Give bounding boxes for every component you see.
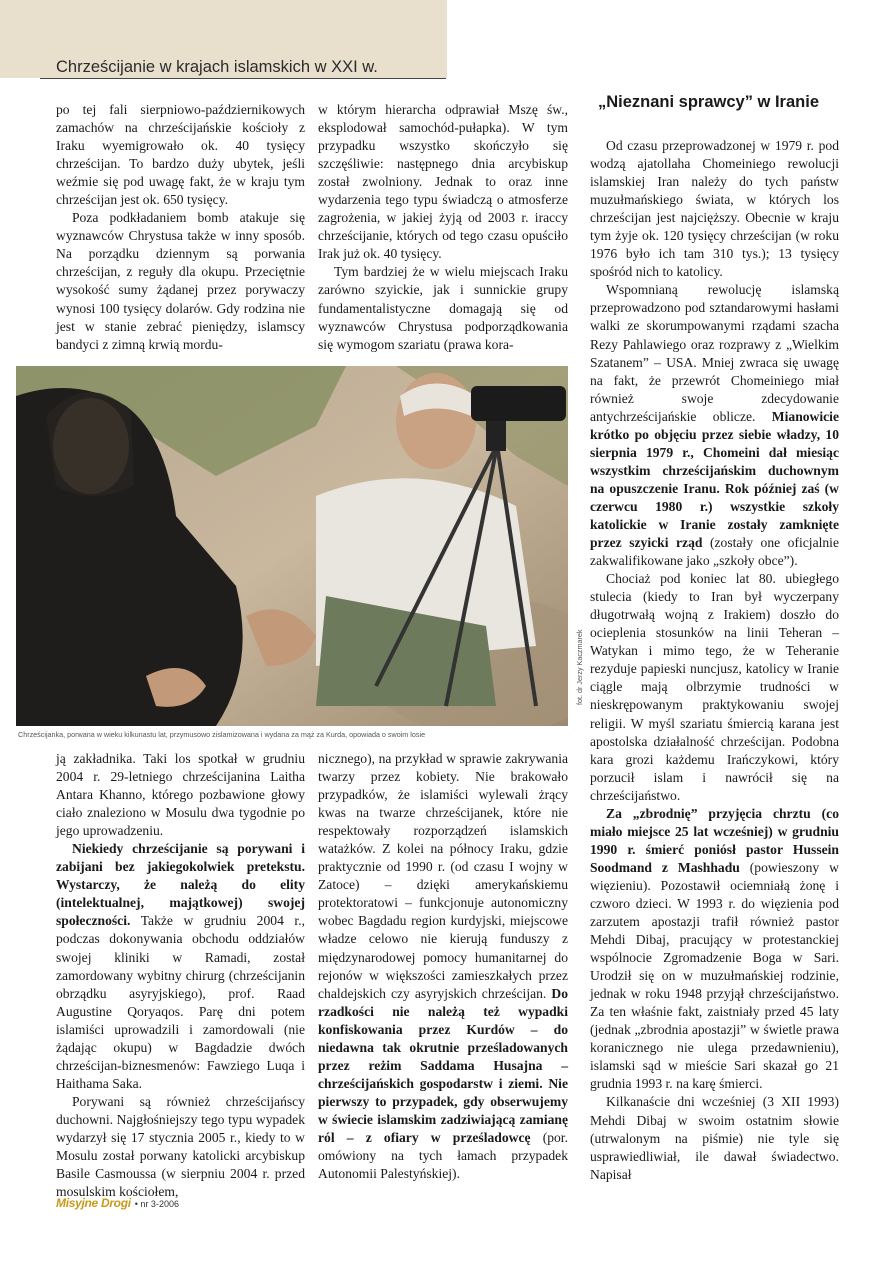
bold-run: Za „zbrodnię” przyjęcia chrztu (co miało miejsce 25 lat wcześniej) w grudniu 1990 r. śmierć poniósł pastor Hussein Soodmand z Mashhadu — [590, 805, 839, 875]
text-run: (powieszony w więzieniu). Pozostawił ociemniałą żonę i czworo dzieci. W 1993 r. do więzienia pod zarzutem apostazji trafił również pastor Mehdi Dibaj, pracujący w protestanckiej wspólnocie Zgromadzenie Boga w Sari. Urodził się on w muzułmańskiej rodzinie, jednak w roku 1948 przyjął chrześcijaństwo. Za ten właśnie fakt, zaistniały przed 45 laty (jednak „zbrodnia apostazji” w świetle prawa koranicznego nie ulega przedawnieniu), islamski sąd w mieście Sari skazał go 21 grudnia 1993 r. na karę śmierci. — [590, 859, 839, 1092]
bold-run: Niekiedy chrześcijanie są porywani i zabijani bez jakiegokolwiek pretekstu. Wystarczy, że należą do elity (intelektualnej, majątkowej) swojej społeczności. — [56, 841, 305, 929]
text-run: nicznego), na przykład w sprawie zakrywania twarzy przez kobiety. Nie brakowało przypadków, że islamiści wylewali żrący kwas na twarze chrześcijanek, które nie respektowały rozporządzeń islamskich watażków. Z kolei na północy Iraku, gdzie praktycznie od 1990 r. (od czasu I wojny w Zatoce) – dzięki amerykańskiemu protektoratowi – funkcjonuje autonomiczny wobec Bagdadu region kurdyjski, miejscowe władze celowo nie kierują funduszy z międzynarodowej pomocy humanitarnej do rejonów w większości zamieszkałych przez chaldejskich czy asyryjskich chrześcijan. — [318, 751, 568, 1001]
paragraph: Chociaż pod koniec lat 80. ubiegłego stulecia (kiedy to Iran był wyczerpany długotrwałą wojną z Irakiem) doszło do ocieplenia stosunków na linii Teheran – Watykan i mimo tego, że w Teheranie rezyduje papieski nuncjusz, katolicy w Iranie ciągle mają olbrzymie trudności w nieskrępowanym praktykowaniu swojej religii. W myśl szariatu śmiercią karana jest apostolska działalność chrześcijan. Podobna kara grozi każdemu Irańczykowi, który porzucił islam i nawrócił się na chrześcijaństwo. — [590, 571, 839, 803]
issue-number: • nr 3-2006 — [134, 1199, 179, 1209]
paragraph: Porywani są również chrześcijańscy duchowni. Najgłośniejszy tego typu wypadek wydarzył się 17 stycznia 2005 r., kiedy to w Mosulu został porwany katolicki arcybiskup Basile Casmoussa (w sierpniu 2004 r. przed mosulskim kościołem, — [56, 1093, 305, 1200]
paragraph — [590, 805, 839, 1094]
bold-run: Do rzadkości nie należą też wypadki konfiskowania przez Kurdów – do niedawna tak okrutnie prześladowanych przez reżim Saddama Husajna – chrześcijańskich gospodarstw i ziemi. Nie pierwszy to przypadek, gdy obserwujemy w świecie islamskim zadziwiającą zamianę ról – z ofiary w prześladowcę — [318, 985, 568, 1145]
column-3-heading: „Nieznani sprawcy” w Iranie — [598, 93, 819, 111]
footer — [56, 1196, 179, 1210]
column-1-top — [56, 101, 305, 354]
photo-caption: Chrześcijanka, porwana w wieku kilkunastu lat, przymusowo zislamizowana i wydana za mąż za Kurda, opowiada o swoim losie — [18, 730, 426, 739]
column-1-bottom — [56, 750, 305, 1201]
header-rule — [40, 78, 446, 79]
magazine-logo: Misyjne Drogi — [56, 1196, 131, 1210]
paragraph: Od czasu przeprowadzonej w 1979 r. pod wodzą ajatollaha Chomeiniego rewolucji islamskiej Iran należy do tych państw muzułmańskiego świata, w których los chrześcijan jest najcięższy. Obecnie w kraju tym żyje ok. 120 tysięcy chrześcijan (w roku 1976 było ich tam 310 tys.); 13 tysięcy spośród nich to katolicy. — [590, 138, 839, 280]
column-2-top — [318, 101, 568, 354]
photo-credit: fot. dr Jerzy Kaczmarek — [575, 629, 584, 705]
text-run: Także w grudniu 2004 r., podczas dokonywania obchodu oddziałów swojej kliniki w Ramadi, został zamordowany wybitny chirurg (chrześcijanin obrządku asyryjskiego), prof. Raad Augustine Qoryaqos. Parę dni potem islamiści uprowadzili i zamordowali (nie żądając okupu) w Bagdadzie dwóch chrześcijan-biznesmenów: Fawziego Luqa i Haithama Saka. — [56, 913, 305, 1091]
text-run: Wspomnianą rewolucję islamską przeprowadzono pod sztandarowymi hasłami walki ze skorumpowanymi rządami szacha Rezy Pahlawiego oraz rozprawy z „Wielkim Szatanem” – USA. Mniej zwraca się uwagę na fakt, że przewrót Chomeiniego miał również swoje zdecydowanie antychrześcijańskie oblicze. — [590, 282, 839, 424]
photo-illustration — [16, 366, 568, 726]
paragraph: w którym hierarcha odprawiał Mszę św., eksplodował samochód-pułapka). W tym przypadku wszystko skończyło się szczęśliwie: następnego dnia arcybiskup został zwolniony. Jednak to oraz inne wydarzenia tego typu świadczą o atmosferze zagrożenia, w jakiej żyją od 2003 r. iraccy chrześcijanie, których od tego czasu opuściło Irak już ok. 40 tysięcy. — [318, 102, 568, 262]
paragraph: ją zakładnika. Taki los spotkał w grudniu 2004 r. 29-letniego chrześcijanina Laitha Antara Khanno, którego pozbawione głowy ciało znaleziono w Mosulu dwa tygodnie po jego uprowadzeniu. — [56, 751, 305, 839]
column-2-bottom — [318, 750, 568, 1183]
paragraph — [56, 840, 305, 1093]
text-run: (zostały one oficjalnie zakwalifikowane jako „szkoły obce”). — [590, 535, 839, 569]
paragraph: Poza podkładaniem bomb atakuje się wyznawców Chrystusa także w inny sposób. Na porządku dziennym są porwania chrześcijan, z reguły dla okupu. Przeciętnie wysokość sumy żądanej przez porywaczy wynosi 100 tysięcy dolarów. Gdy rodzina nie jest w stanie zebrać pieniędzy, islamscy bandyci z zimną krwią mordu- — [56, 210, 305, 352]
section-title: Chrześcijanie w krajach islamskich w XXI w. — [56, 58, 378, 76]
paragraph: po tej fali sierpniowo-październikowych zamachów na chrześcijańskie kościoły z Iraku wyemigrowało ok. 40 tysięcy chrześcijan. To bardzo duży ubytek, jeśli weźmie się pod uwagę fakt, że w kraju tym chrześcijan jest ok. 650 tysięcy. — [56, 102, 305, 208]
column-3 — [590, 137, 839, 1184]
paragraph: Kilkanaście dni wcześniej (3 XII 1993) Mehdi Dibaj w swoim ostatnim słowie (utrwalonym na piśmie) nie tyle się usprawiedliwiał, ile dawał świadectwo. Napisał — [590, 1094, 839, 1182]
bold-run: Mianowicie krótko po objęciu przez siebie władzy, 10 sierpnia 1979 r., Chomeini dał miesiąc wszystkim chrześcijańskim duchownym na opuszczenie Iranu. Rok później zaś (w czerwcu 1980 r.) wszystkie szkoły katolickie w Iranie zostały zamknięte przez szyicki rząd — [590, 408, 839, 551]
paragraph — [590, 281, 839, 570]
text-run: (por. omówiony na tych łamach przypadek Autonomii Palestyńskiej). — [318, 1129, 568, 1182]
article-photo — [16, 366, 568, 726]
paragraph: Tym bardziej że w wielu miejscach Iraku zarówno szyickie, jak i sunnickie grupy fundamentalistyczne domagają się od wyznawców Chrystusa podporządkowania się wymogom szariatu (prawa kora- — [318, 264, 568, 352]
paragraph — [318, 750, 568, 1183]
